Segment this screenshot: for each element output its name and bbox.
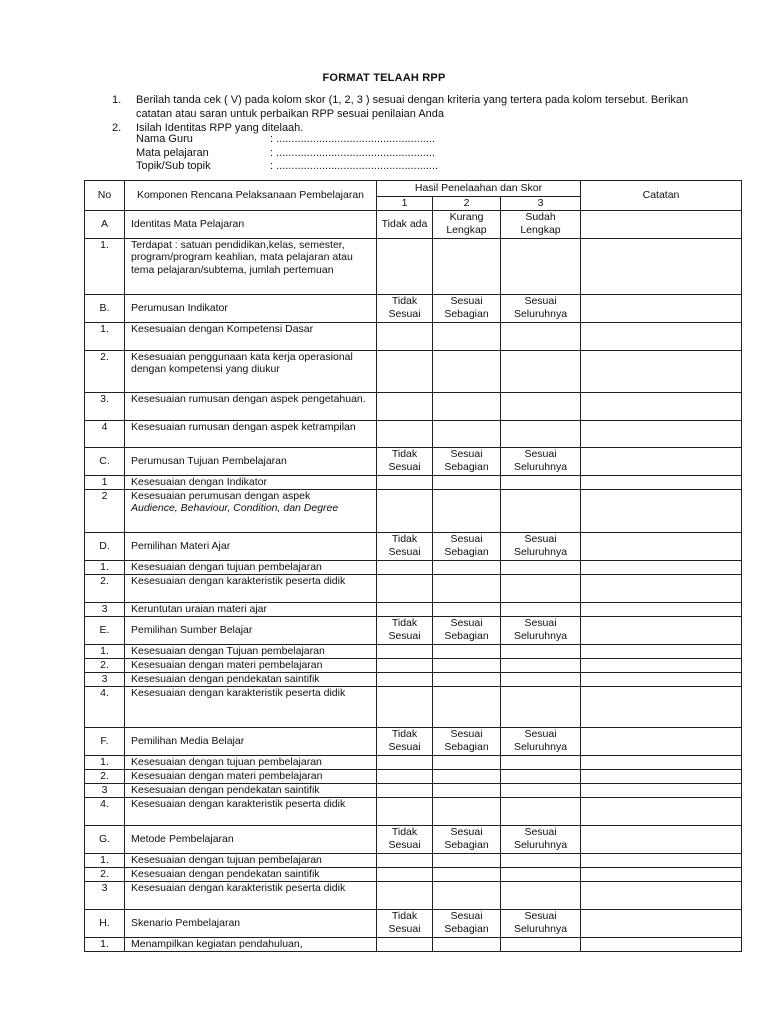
score-cell-1[interactable] bbox=[377, 420, 433, 447]
notes-cell[interactable] bbox=[581, 574, 742, 602]
table-row bbox=[85, 658, 742, 672]
section-title: Skenario Pembelajaran bbox=[125, 909, 377, 937]
score-cell-2[interactable] bbox=[433, 686, 501, 727]
instruction-number: 1. bbox=[112, 94, 122, 106]
item-text bbox=[125, 560, 377, 574]
table-row bbox=[85, 392, 742, 420]
header-notes: Catatan bbox=[581, 181, 742, 211]
table-row bbox=[85, 489, 742, 532]
score-cell-2[interactable] bbox=[433, 769, 501, 783]
table-row bbox=[85, 686, 742, 727]
score-label-1: Tidak Sesuai bbox=[377, 616, 433, 644]
notes-cell[interactable] bbox=[581, 867, 742, 881]
score-label-2: Kurang Lengkap bbox=[433, 210, 501, 238]
item-text bbox=[125, 574, 377, 602]
score-cell-2[interactable] bbox=[433, 755, 501, 769]
item-text bbox=[125, 686, 377, 727]
score-cell-1[interactable] bbox=[377, 797, 433, 825]
score-cell-3[interactable] bbox=[501, 867, 581, 881]
section-row bbox=[85, 616, 742, 644]
item-text bbox=[125, 350, 377, 392]
section-title: Perumusan Tujuan Pembelajaran bbox=[125, 447, 377, 475]
item-number: 1. bbox=[85, 560, 125, 574]
score-cell-1[interactable] bbox=[377, 783, 433, 797]
score-label-1: Tidak Sesuai bbox=[377, 825, 433, 853]
score-label-2: Sesuai Sebagian bbox=[433, 727, 501, 755]
section-code: D. bbox=[85, 532, 125, 560]
score-cell-3[interactable] bbox=[501, 755, 581, 769]
score-cell-1[interactable] bbox=[377, 881, 433, 909]
identity-row bbox=[136, 133, 438, 147]
table-row bbox=[85, 867, 742, 881]
score-cell-2[interactable] bbox=[433, 937, 501, 951]
item-text-italic: Audience, Behaviour, Condition, dan Degree bbox=[131, 502, 339, 514]
score-label-1: Tidak Sesuai bbox=[377, 532, 433, 560]
item-number: 2. bbox=[85, 350, 125, 392]
item-number: 4 bbox=[85, 420, 125, 447]
notes-cell[interactable] bbox=[581, 350, 742, 392]
section-row bbox=[85, 210, 742, 238]
table-row bbox=[85, 602, 742, 616]
score-cell-1[interactable] bbox=[377, 602, 433, 616]
header-score-3: 3 bbox=[501, 197, 581, 211]
score-cell-1[interactable] bbox=[377, 322, 433, 350]
score-cell-2[interactable] bbox=[433, 602, 501, 616]
item-text-main: Kesesuaian dengan pendekatan saintifik bbox=[131, 783, 320, 796]
item-text bbox=[125, 420, 377, 447]
score-cell-1[interactable] bbox=[377, 937, 433, 951]
score-cell-1[interactable] bbox=[377, 475, 433, 489]
identity-label: Nama Guru bbox=[136, 133, 193, 145]
score-cell-3[interactable] bbox=[501, 853, 581, 867]
score-label-3: Sesuai Seluruhnya bbox=[501, 616, 581, 644]
score-label-1: Tidak Sesuai bbox=[377, 727, 433, 755]
notes-cell[interactable] bbox=[581, 686, 742, 727]
table-row bbox=[85, 420, 742, 447]
notes-cell[interactable] bbox=[581, 672, 742, 686]
score-cell-2[interactable] bbox=[433, 475, 501, 489]
score-label-1: Tidak Sesuai bbox=[377, 909, 433, 937]
score-label-2: Sesuai Sebagian bbox=[433, 909, 501, 937]
item-text-main: Kesesuaian dengan Kompetensi Dasar bbox=[131, 322, 314, 335]
item-text-main: Kesesuaian dengan Tujuan pembelajaran bbox=[131, 644, 325, 657]
section-code: G. bbox=[85, 825, 125, 853]
score-cell-2[interactable] bbox=[433, 644, 501, 658]
score-cell-1[interactable] bbox=[377, 238, 433, 294]
section-row bbox=[85, 727, 742, 755]
section-title: Pemilihan Media Belajar bbox=[125, 727, 377, 755]
instruction-text: Berilah tanda cek ( V) pada kolom skor (1, 2, 3 ) sesuai dengan kriteria yang tertera pada kolom tersebut. Berikan catatan atau saran untuk perbaikan RPP sesuai penilaian Anda bbox=[136, 94, 689, 120]
score-cell-3[interactable] bbox=[501, 602, 581, 616]
item-text-main: Kesesuaian penggunaan kata kerja operasional dengan kompetensi yang diukur bbox=[131, 350, 353, 375]
score-cell-3[interactable] bbox=[501, 937, 581, 951]
score-cell-2[interactable] bbox=[433, 322, 501, 350]
notes-cell[interactable] bbox=[581, 755, 742, 769]
item-text-main: Kesesuaian dengan karakteristik peserta didik bbox=[131, 881, 346, 894]
section-code: E. bbox=[85, 616, 125, 644]
rpp-identity bbox=[136, 133, 438, 174]
score-cell-2[interactable] bbox=[433, 867, 501, 881]
score-label-3: Sesuai Seluruhnya bbox=[501, 447, 581, 475]
item-text bbox=[125, 937, 377, 951]
score-label-2: Sesuai Sebagian bbox=[433, 447, 501, 475]
score-cell-3[interactable] bbox=[501, 783, 581, 797]
score-cell-3[interactable] bbox=[501, 475, 581, 489]
score-cell-1[interactable] bbox=[377, 658, 433, 672]
notes-cell[interactable] bbox=[581, 797, 742, 825]
instruction-text: Isilah Identitas RPP yang ditelaah. bbox=[136, 122, 304, 134]
item-number: 4. bbox=[85, 686, 125, 727]
score-label-1: Tidak ada bbox=[377, 210, 433, 238]
item-text bbox=[125, 672, 377, 686]
table-row bbox=[85, 574, 742, 602]
item-number: 1. bbox=[85, 755, 125, 769]
item-number: 3 bbox=[85, 783, 125, 797]
table-row bbox=[85, 783, 742, 797]
score-label-1: Tidak Sesuai bbox=[377, 447, 433, 475]
table-row bbox=[85, 769, 742, 783]
item-number: 2. bbox=[85, 867, 125, 881]
section-row bbox=[85, 532, 742, 560]
score-label-2: Sesuai Sebagian bbox=[433, 532, 501, 560]
notes-cell[interactable] bbox=[581, 644, 742, 658]
score-cell-3[interactable] bbox=[501, 489, 581, 532]
score-cell-2[interactable] bbox=[433, 238, 501, 294]
section-row bbox=[85, 909, 742, 937]
item-text bbox=[125, 867, 377, 881]
score-cell-2[interactable] bbox=[433, 489, 501, 532]
item-number: 1. bbox=[85, 238, 125, 294]
identity-value: : ..................................................... bbox=[270, 160, 439, 172]
identity-label: Mata pelajaran bbox=[136, 146, 209, 159]
identity-value: : .................................................... bbox=[270, 146, 436, 159]
review-table bbox=[84, 180, 742, 952]
score-cell-1[interactable] bbox=[377, 672, 433, 686]
notes-cell[interactable] bbox=[581, 881, 742, 909]
notes-cell[interactable] bbox=[581, 727, 742, 755]
score-cell-3[interactable] bbox=[501, 672, 581, 686]
notes-cell[interactable] bbox=[581, 783, 742, 797]
score-cell-3[interactable] bbox=[501, 238, 581, 294]
score-label-3: Sesuai Seluruhnya bbox=[501, 727, 581, 755]
item-text-main: Kesesuaian rumusan dengan aspek pengetahuan. bbox=[131, 392, 366, 405]
notes-cell[interactable] bbox=[581, 532, 742, 560]
score-cell-1[interactable] bbox=[377, 686, 433, 727]
notes-cell[interactable] bbox=[581, 238, 742, 294]
table-row bbox=[85, 644, 742, 658]
section-row bbox=[85, 294, 742, 322]
item-text-main: Kesesuaian perumusan dengan aspek bbox=[131, 489, 311, 502]
score-cell-1[interactable] bbox=[377, 853, 433, 867]
score-cell-3[interactable] bbox=[501, 686, 581, 727]
item-text-main: Kesesuaian dengan karakteristik peserta didik bbox=[131, 574, 346, 587]
score-cell-3[interactable] bbox=[501, 350, 581, 392]
instruction-number: 2. bbox=[112, 122, 122, 134]
score-cell-1[interactable] bbox=[377, 350, 433, 392]
score-cell-3[interactable] bbox=[501, 881, 581, 909]
score-cell-1[interactable] bbox=[377, 769, 433, 783]
notes-cell[interactable] bbox=[581, 825, 742, 853]
identity-row bbox=[136, 160, 438, 174]
score-cell-2[interactable] bbox=[433, 658, 501, 672]
item-text bbox=[125, 392, 377, 420]
score-cell-1[interactable] bbox=[377, 560, 433, 574]
item-number: 1. bbox=[85, 937, 125, 951]
item-number: 3 bbox=[85, 602, 125, 616]
notes-cell[interactable] bbox=[581, 560, 742, 574]
score-cell-3[interactable] bbox=[501, 658, 581, 672]
item-text-main: Kesesuaian dengan tujuan pembelajaran bbox=[131, 755, 322, 768]
score-cell-2[interactable] bbox=[433, 783, 501, 797]
notes-cell[interactable] bbox=[581, 853, 742, 867]
item-text bbox=[125, 489, 377, 532]
section-code: F. bbox=[85, 727, 125, 755]
item-text-main: Kesesuaian dengan pendekatan saintifik bbox=[131, 867, 320, 880]
header-no: No bbox=[85, 181, 125, 211]
section-title: Pemilihan Materi Ajar bbox=[125, 532, 377, 560]
item-number: 2. bbox=[85, 574, 125, 602]
item-text bbox=[125, 644, 377, 658]
item-text bbox=[125, 881, 377, 909]
score-label-3: Sudah Lengkap bbox=[501, 210, 581, 238]
notes-cell[interactable] bbox=[581, 769, 742, 783]
notes-cell[interactable] bbox=[581, 937, 742, 951]
item-text-main: Kesesuaian dengan tujuan pembelajaran bbox=[131, 853, 322, 866]
notes-cell[interactable] bbox=[581, 294, 742, 322]
score-cell-2[interactable] bbox=[433, 392, 501, 420]
item-number: 4. bbox=[85, 797, 125, 825]
instruction-item bbox=[112, 93, 692, 121]
score-cell-1[interactable] bbox=[377, 867, 433, 881]
table-row bbox=[85, 672, 742, 686]
item-number: 1. bbox=[85, 644, 125, 658]
item-text-main: Kesesuaian dengan tujuan pembelajaran bbox=[131, 560, 322, 573]
notes-cell[interactable] bbox=[581, 392, 742, 420]
table-body bbox=[85, 210, 742, 951]
score-label-2: Sesuai Sebagian bbox=[433, 825, 501, 853]
item-text bbox=[125, 475, 377, 489]
score-cell-2[interactable] bbox=[433, 560, 501, 574]
score-cell-3[interactable] bbox=[501, 769, 581, 783]
section-title: Metode Pembelajaran bbox=[125, 825, 377, 853]
item-number: 1. bbox=[85, 853, 125, 867]
item-text bbox=[125, 769, 377, 783]
notes-cell[interactable] bbox=[581, 475, 742, 489]
section-title: Perumusan Indikator bbox=[125, 294, 377, 322]
table-row bbox=[85, 475, 742, 489]
score-cell-3[interactable] bbox=[501, 644, 581, 658]
table-row bbox=[85, 881, 742, 909]
table-row bbox=[85, 797, 742, 825]
item-text bbox=[125, 238, 377, 294]
score-cell-3[interactable] bbox=[501, 560, 581, 574]
page-title: FORMAT TELAAH RPP bbox=[322, 72, 446, 84]
header-score-1: 1 bbox=[377, 197, 433, 211]
table-row bbox=[85, 322, 742, 350]
score-cell-2[interactable] bbox=[433, 420, 501, 447]
score-cell-2[interactable] bbox=[433, 797, 501, 825]
section-code: H. bbox=[85, 909, 125, 937]
item-text bbox=[125, 602, 377, 616]
item-text bbox=[125, 322, 377, 350]
item-number: 2. bbox=[85, 658, 125, 672]
score-label-2: Sesuai Sebagian bbox=[433, 294, 501, 322]
item-number: 2 bbox=[85, 489, 125, 532]
score-cell-1[interactable] bbox=[377, 392, 433, 420]
table-row bbox=[85, 937, 742, 951]
score-cell-3[interactable] bbox=[501, 392, 581, 420]
score-label-2: Sesuai Sebagian bbox=[433, 616, 501, 644]
score-cell-1[interactable] bbox=[377, 755, 433, 769]
score-cell-3[interactable] bbox=[501, 797, 581, 825]
score-label-3: Sesuai Seluruhnya bbox=[501, 294, 581, 322]
item-text-main: Terdapat : satuan pendidikan,kelas, semester, program/program keahlian, mata pelajaran atau tema pelajaran/subtema, jumlah pertemuan bbox=[131, 238, 353, 276]
item-text bbox=[125, 797, 377, 825]
item-text-main: Kesesuaian dengan materi pembelajaran bbox=[131, 769, 323, 782]
table-row bbox=[85, 560, 742, 574]
notes-cell[interactable] bbox=[581, 447, 742, 475]
item-number: 2. bbox=[85, 769, 125, 783]
item-text-main: Kesesuaian rumusan dengan aspek ketrampilan bbox=[131, 420, 356, 433]
item-number: 1. bbox=[85, 322, 125, 350]
item-text-main: Kesesuaian dengan karakteristik peserta didik bbox=[131, 686, 346, 699]
score-cell-1[interactable] bbox=[377, 489, 433, 532]
score-cell-2[interactable] bbox=[433, 881, 501, 909]
score-cell-1[interactable] bbox=[377, 644, 433, 658]
section-title: Pemilihan Sumber Belajar bbox=[125, 616, 377, 644]
item-text-main: Kesesuaian dengan pendekatan saintifik bbox=[131, 672, 320, 685]
score-cell-2[interactable] bbox=[433, 574, 501, 602]
score-cell-2[interactable] bbox=[433, 672, 501, 686]
item-number: 3 bbox=[85, 672, 125, 686]
score-cell-3[interactable] bbox=[501, 322, 581, 350]
section-title: Identitas Mata Pelajaran bbox=[125, 210, 377, 238]
item-number: 3 bbox=[85, 881, 125, 909]
table-row bbox=[85, 853, 742, 867]
item-text-main: Kesesuaian dengan Indikator bbox=[131, 475, 268, 488]
score-cell-2[interactable] bbox=[433, 853, 501, 867]
score-cell-2[interactable] bbox=[433, 350, 501, 392]
notes-cell[interactable] bbox=[581, 489, 742, 532]
item-number: 3. bbox=[85, 392, 125, 420]
notes-cell[interactable] bbox=[581, 210, 742, 238]
score-cell-1[interactable] bbox=[377, 574, 433, 602]
item-text bbox=[125, 658, 377, 672]
score-label-1: Tidak Sesuai bbox=[377, 294, 433, 322]
table-row bbox=[85, 755, 742, 769]
item-text-main: Menampilkan kegiatan pendahuluan, bbox=[131, 937, 303, 950]
item-text-main: Kesesuaian dengan materi pembelajaran bbox=[131, 658, 323, 671]
item-text bbox=[125, 783, 377, 797]
header-result: Hasil Penelaahan dan Skor bbox=[377, 181, 581, 197]
notes-cell[interactable] bbox=[581, 909, 742, 937]
instructions bbox=[112, 93, 692, 135]
notes-cell[interactable] bbox=[581, 602, 742, 616]
notes-cell[interactable] bbox=[581, 616, 742, 644]
notes-cell[interactable] bbox=[581, 420, 742, 447]
notes-cell[interactable] bbox=[581, 322, 742, 350]
score-label-3: Sesuai Seluruhnya bbox=[501, 909, 581, 937]
section-code: C. bbox=[85, 447, 125, 475]
score-label-3: Sesuai Seluruhnya bbox=[501, 532, 581, 560]
item-text-main: Kesesuaian dengan karakteristik peserta didik bbox=[131, 797, 346, 810]
score-label-3: Sesuai Seluruhnya bbox=[501, 825, 581, 853]
item-text bbox=[125, 853, 377, 867]
score-cell-3[interactable] bbox=[501, 574, 581, 602]
table-row bbox=[85, 350, 742, 392]
section-row bbox=[85, 447, 742, 475]
section-row bbox=[85, 825, 742, 853]
notes-cell[interactable] bbox=[581, 658, 742, 672]
identity-label: Topik/Sub topik bbox=[136, 160, 211, 172]
identity-value: : .................................................... bbox=[270, 133, 436, 145]
header-score-2: 2 bbox=[433, 197, 501, 211]
item-text-main: Keruntutan uraian materi ajar bbox=[131, 602, 267, 615]
identity-row bbox=[136, 147, 438, 161]
score-cell-3[interactable] bbox=[501, 420, 581, 447]
table-row bbox=[85, 238, 742, 294]
item-number: 1 bbox=[85, 475, 125, 489]
header-component: Komponen Rencana Pelaksanaan Pembelajaran bbox=[125, 181, 377, 211]
section-code: B. bbox=[85, 294, 125, 322]
section-code: A bbox=[85, 210, 125, 238]
item-text bbox=[125, 755, 377, 769]
